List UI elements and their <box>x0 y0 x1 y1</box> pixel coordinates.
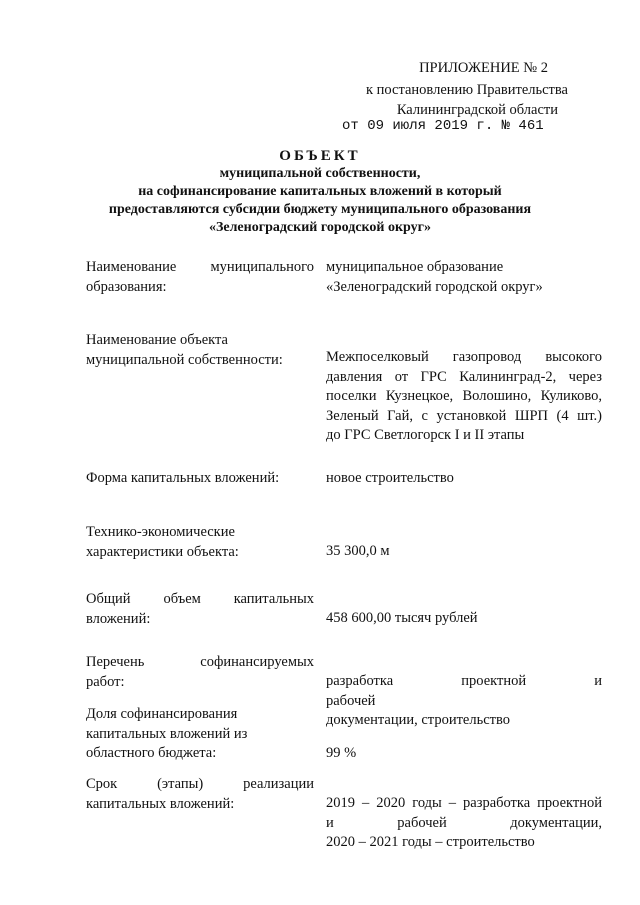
row-value <box>326 542 602 562</box>
label-line: капитальных вложений из <box>86 725 248 742</box>
label-line: областного бюджета: <box>86 745 217 761</box>
value-line: 99 % <box>326 745 357 761</box>
row-label <box>86 331 314 370</box>
value-line: «Зеленоградский городской округ» <box>326 278 543 295</box>
row-value <box>326 348 602 446</box>
row-value <box>326 258 602 297</box>
resolution-date-number: от 09 июля 2019 г. № 461 <box>342 118 544 134</box>
value-line: поселки Кузнецкое, Волошино, Куликово, <box>326 388 602 404</box>
row-label <box>86 469 314 489</box>
value-line: 2020 – 2021 годы – строительство <box>326 834 535 850</box>
value-line: 458 600,00 тысяч рублей <box>326 610 478 626</box>
label-line: Наименование объекта <box>86 332 228 348</box>
label-line: Перечень софинансируемых <box>86 654 314 670</box>
label-line: Наименование муниципального <box>86 259 314 275</box>
label-line: вложений: <box>86 610 151 627</box>
label-line: работ: <box>86 673 125 690</box>
title-line-5: «Зеленоградский городской округ» <box>208 220 432 235</box>
title-line-4: предоставляются субсидии бюджету муниципального образования <box>108 202 532 217</box>
label-line: образования: <box>86 278 167 295</box>
value-line: и рабочей документации, <box>326 814 602 831</box>
label-line: капитальных вложений: <box>86 795 235 812</box>
label-line: характеристики объекта: <box>86 543 239 560</box>
value-line: 2019 – 2020 годы – разработка проектной <box>326 795 602 811</box>
row-label <box>86 775 314 814</box>
value-line: давления от ГРС Калининград-2, через <box>326 368 602 385</box>
row-label <box>86 705 314 764</box>
row-label <box>86 523 314 562</box>
label-line: Срок (этапы) реализации <box>86 776 314 792</box>
title-line-3: на софинансирование капитальных вложений в который <box>138 184 502 199</box>
label-line: муниципальной собственности: <box>86 351 283 368</box>
row-value <box>326 744 602 764</box>
value-line: новое строительство <box>326 470 454 486</box>
row-label <box>86 590 314 629</box>
title-line-2: муниципальной собственности, <box>219 166 421 181</box>
row-label <box>86 258 314 297</box>
value-line: Межпоселковый газопровод высокого <box>326 349 602 365</box>
row-label <box>86 653 314 692</box>
row-value <box>326 609 602 629</box>
value-line: 35 300,0 м <box>326 543 390 559</box>
title-main: ОБЪЕКТ <box>279 148 361 164</box>
label-line: Технико-экономические <box>86 524 235 540</box>
value-line: Зеленый Гай, с установкой ШРП (4 шт.) <box>326 407 602 424</box>
attachment-number: ПРИЛОЖЕНИЕ № 2 <box>419 60 548 76</box>
row-value <box>326 672 602 731</box>
row-value <box>326 469 602 489</box>
label-line: Доля софинансирования <box>86 706 238 722</box>
label-line: Форма капитальных вложений: <box>86 470 280 486</box>
row-value <box>326 794 602 853</box>
value-line: муниципальное образование <box>326 259 504 275</box>
value-line: документации, строительство <box>326 712 510 728</box>
label-line: Общий объем капитальных <box>86 591 314 607</box>
resolution-reference: к постановлению Правительства <box>366 82 568 98</box>
region-name: Калининградской области <box>396 102 558 118</box>
value-line: до ГРС Светлогорск I и II этапы <box>326 427 525 443</box>
value-line: разработка проектной и рабочей <box>326 673 602 709</box>
